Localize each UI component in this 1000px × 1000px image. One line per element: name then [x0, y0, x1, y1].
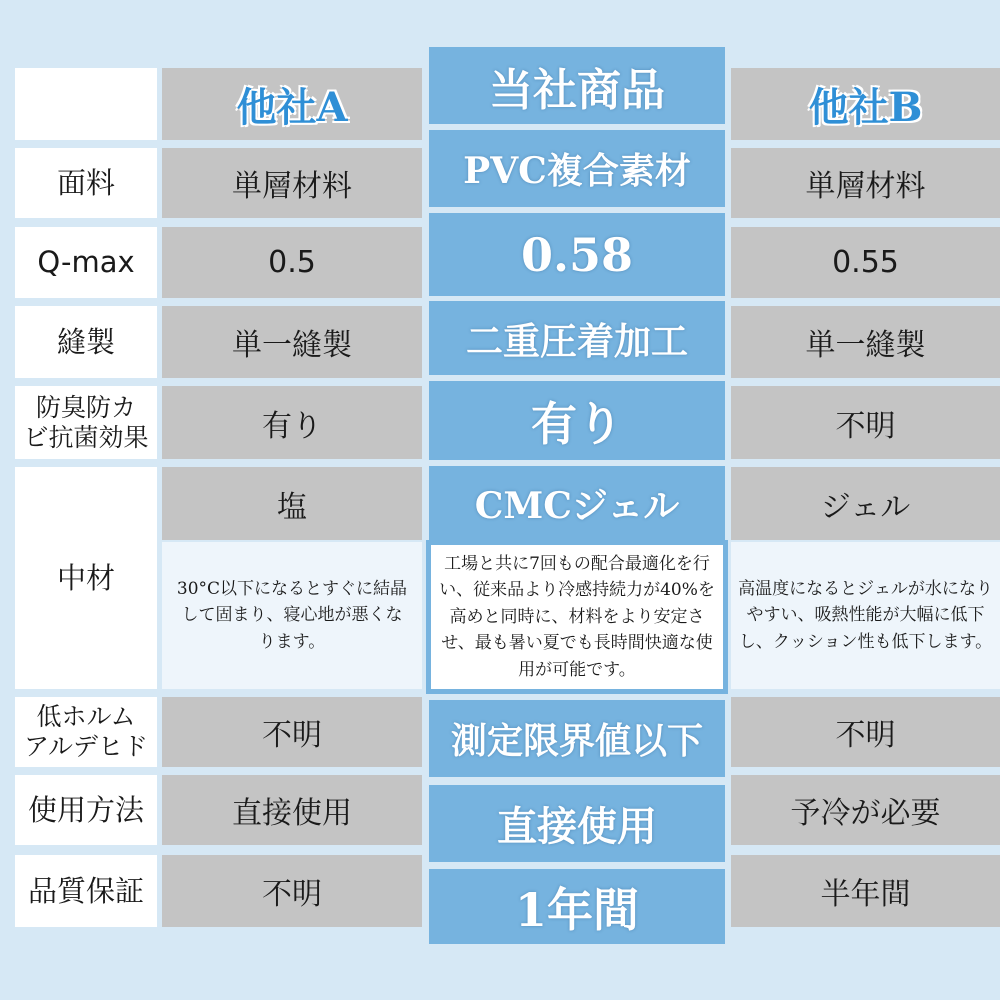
row-label-usage: 使用方法 — [15, 775, 157, 845]
row-label-antibacterial-line2: ビ抗菌効果 — [23, 422, 149, 452]
corner-cell — [15, 68, 157, 140]
competitor-a-antibacterial: 有り — [162, 386, 422, 459]
competitor-a-fabric: 単層材料 — [162, 148, 422, 218]
competitor-a-qmax: 0.5 — [162, 227, 422, 298]
competitor-a-filling-note: 30°C以下になるとすぐに結晶して固まり、寝心地が悪くなります。 — [162, 542, 422, 689]
competitor-b-sewing: 単一縫製 — [731, 306, 1000, 378]
competitor-a-usage: 直接使用 — [162, 775, 422, 845]
our-fabric: PVC複合素材 — [429, 130, 725, 207]
competitor-b-filling: ジェル — [731, 467, 1000, 540]
row-label-fabric: 面料 — [15, 148, 157, 218]
competitor-b-warranty: 半年間 — [731, 855, 1000, 927]
competitor-a-formaldehyde: 不明 — [162, 697, 422, 767]
our-qmax: 0.58 — [429, 213, 725, 296]
row-label-formaldehyde-line2: アルデヒド — [23, 732, 148, 761]
row-label-warranty: 品質保証 — [15, 855, 157, 927]
competitor-b-header: 他社B — [731, 68, 1000, 140]
row-label-filling: 中材 — [15, 467, 157, 689]
competitor-b-antibacterial: 不明 — [731, 386, 1000, 459]
our-filling-note: 工場と共に7回もの配合最適化を行い、従来品より冷感持続力が40%を高めと同時に、材料をより安定させ、最も暑い夏でも長時間快適な使用が可能です。 — [431, 545, 723, 689]
row-label-formaldehyde-line1: 低ホルム — [36, 702, 136, 731]
competitor-b-formaldehyde: 不明 — [731, 697, 1000, 767]
competitor-a-warranty: 不明 — [162, 855, 422, 927]
row-label-antibacterial-line1: 防臭防カ — [35, 392, 136, 422]
competitor-a-filling: 塩 — [162, 467, 422, 540]
our-sewing: 二重圧着加工 — [429, 301, 725, 375]
our-usage: 直接使用 — [429, 785, 725, 862]
row-label-sewing: 縫製 — [15, 306, 157, 378]
row-label-antibacterial — [15, 386, 157, 459]
competitor-a-sewing: 単一縫製 — [162, 306, 422, 378]
row-label-qmax: Q-max — [15, 227, 157, 298]
competitor-a-header: 他社A — [162, 68, 422, 140]
our-warranty: 1年間 — [429, 869, 725, 944]
our-product-header: 当社商品 — [429, 47, 725, 124]
competitor-b-filling-note: 高温度になるとジェルが水になりやすい、吸熱性能が大幅に低下し、クッション性も低下します。 — [731, 542, 1000, 689]
competitor-b-qmax: 0.55 — [731, 227, 1000, 298]
our-formaldehyde: 測定限界値以下 — [429, 700, 725, 777]
our-antibacterial: 有り — [429, 381, 725, 460]
our-filling: CMCジェル — [429, 466, 725, 540]
row-label-formaldehyde — [15, 697, 157, 767]
competitor-b-usage: 予冷が必要 — [731, 775, 1000, 845]
competitor-b-fabric: 単層材料 — [731, 148, 1000, 218]
